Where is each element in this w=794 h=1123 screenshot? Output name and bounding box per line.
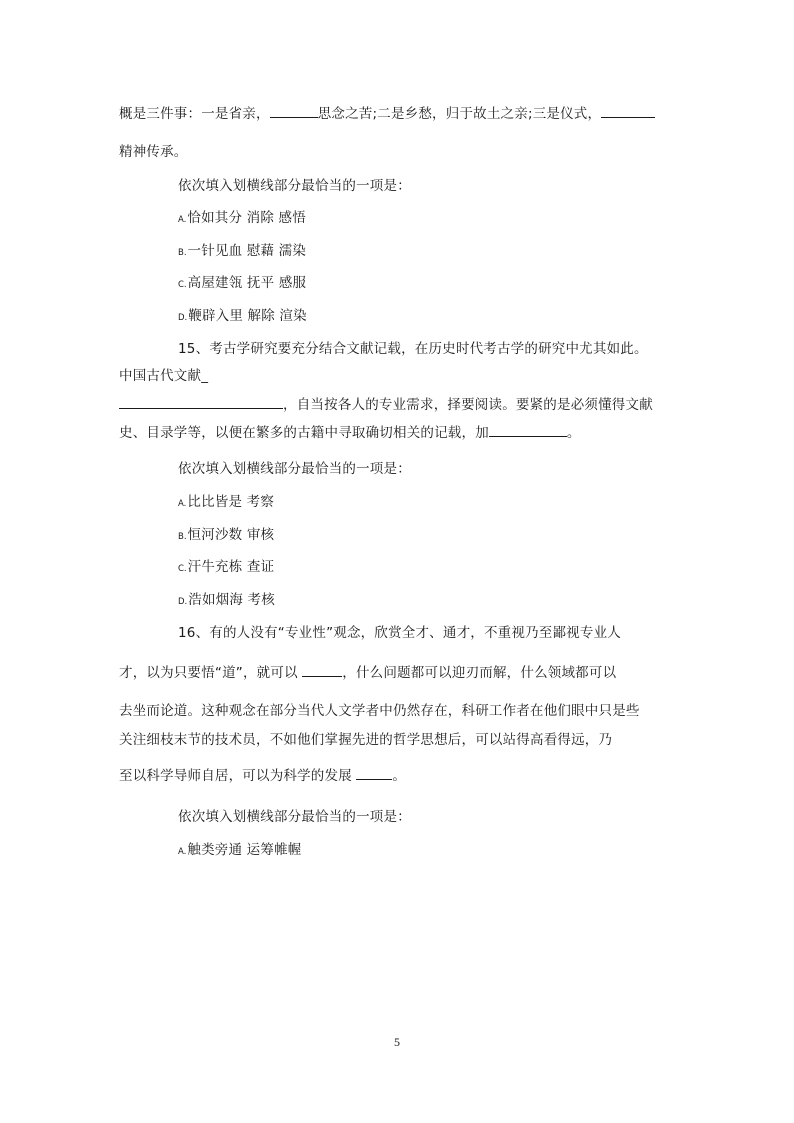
q16-line5-b: 。 — [392, 768, 407, 784]
q15-option-a — [178, 493, 274, 513]
q15-line4-a: 史、目录学等，以便在繁多的古籍中寻取确切相关的记载，加 — [119, 425, 489, 441]
option-letter: B. — [178, 248, 187, 258]
q15-line3-text: ，自当按各人的专业需求，择要阅读。要紧的是必须懂得文献 — [283, 397, 653, 413]
q16-line2-a: 才，以为只要悟“道”，就可以 — [119, 665, 303, 681]
q16-line1: 16、有的人没有“专业性”观念，欣赏全才、通才，不重视乃至鄙视专业人 — [178, 625, 621, 641]
option-text: 高屋建瓴 抚平 感服 — [187, 275, 307, 291]
option-letter: A. — [178, 847, 187, 857]
option-letter: C. — [178, 564, 187, 574]
q14-option-c — [178, 274, 306, 294]
blank — [270, 104, 318, 118]
q14-line1-b: 思念之苦;二是乡愁，归于故土之亲;三是仪式， — [317, 106, 602, 122]
q16-line5-a: 至以科学导师自居，可以为科学的发展 — [119, 768, 357, 784]
q16-prompt: 依次填入划横线部分最恰当的一项是： — [178, 809, 411, 825]
option-letter: C. — [178, 280, 187, 290]
option-text: 浩如烟海 考核 — [188, 592, 275, 608]
option-text: 比比皆是 考察 — [187, 494, 275, 510]
q14-option-a — [178, 209, 306, 229]
q15-option-d — [178, 591, 275, 611]
q15-line4-b: 。 — [566, 425, 581, 441]
q15-prompt: 依次填入划横线部分最恰当的一项是： — [178, 461, 411, 477]
option-text: 恰如其分 消除 感悟 — [187, 210, 306, 226]
q14-option-d — [178, 307, 307, 327]
q16-line4: 关注细枝末节的技术员，不如他们掌握先进的哲学思想后，可以站得高看得远，乃 — [119, 732, 613, 748]
blank — [119, 395, 283, 409]
option-text: 一针见血 慰藉 濡染 — [187, 243, 307, 259]
q16-line3: 去坐而论道。这种观念在部分当代人文学者中仍然存在，科研工作者在他们眼中只是些 — [119, 703, 640, 719]
q16-line2-b: ，什么问题都可以迎刃而解，什么领域都可以 — [342, 665, 617, 681]
q15-line1: 15、考古学研究要充分结合文献记载，在历史时代考古学的研究中尤其如此。 — [178, 341, 648, 357]
q14-prompt: 依次填入划横线部分最恰当的一项是： — [178, 178, 411, 194]
option-letter: A. — [178, 499, 187, 509]
q14-line2: 精神传承。 — [119, 144, 188, 160]
blank — [302, 663, 342, 677]
q15-option-b — [178, 526, 274, 546]
blank — [601, 104, 655, 118]
option-letter: B. — [178, 532, 187, 542]
q14-option-b — [178, 242, 306, 262]
q14-line1 — [119, 104, 655, 123]
option-text: 恒河沙数 审核 — [187, 527, 275, 543]
blank — [489, 423, 567, 437]
option-text: 汗牛充栋 查证 — [187, 559, 275, 575]
q15-option-c — [178, 558, 274, 578]
q15-line4 — [119, 423, 581, 442]
q16-line2 — [119, 663, 616, 682]
q15-line2: 中国古代文献_ — [119, 368, 209, 384]
page-number: 5 — [394, 1035, 400, 1049]
q14-line1-a: 概是三件事：一是省亲， — [119, 106, 270, 122]
option-text: 触类旁通 运筹帷幄 — [187, 842, 302, 858]
option-text: 鞭辟入里 解除 渲染 — [188, 308, 307, 324]
q15-line3 — [119, 395, 653, 414]
option-letter: D. — [178, 597, 188, 607]
option-letter: D. — [178, 313, 188, 323]
blank — [356, 766, 392, 780]
option-letter: A. — [178, 215, 187, 225]
q16-line5 — [119, 766, 406, 785]
q16-option-a — [178, 841, 301, 861]
